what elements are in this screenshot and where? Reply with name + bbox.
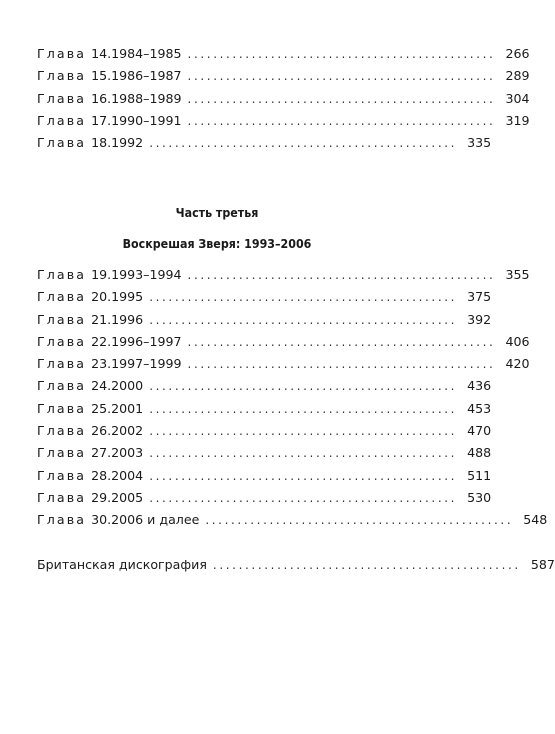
page-number: 587 <box>530 557 555 572</box>
toc-entry[interactable] <box>37 378 492 400</box>
toc-entry[interactable] <box>37 289 492 311</box>
chapter-number: 24. <box>91 378 112 394</box>
dot-leader: ................................................ <box>205 513 514 528</box>
page-number: 406 <box>505 333 530 349</box>
page-number: 530 <box>467 489 492 505</box>
chapter-prefix: Глава <box>37 356 87 372</box>
toc-entry[interactable] <box>37 445 492 467</box>
chapter-number: 22. <box>91 333 112 349</box>
dot-leader: ................................................ <box>187 334 496 349</box>
page-number: 289 <box>505 68 530 84</box>
chapter-prefix: Глава <box>37 289 87 305</box>
page-number: 548 <box>523 512 548 528</box>
toc-entry[interactable] <box>37 356 530 378</box>
chapter-prefix: Глава <box>37 333 87 349</box>
toc-block-part-three <box>37 267 548 535</box>
chapter-number: 19. <box>91 267 112 282</box>
toc-entry[interactable] <box>37 423 492 445</box>
dot-leader: ................................................ <box>187 357 496 372</box>
chapter-number: 21. <box>91 311 112 327</box>
chapter-prefix: Глава <box>37 512 87 528</box>
chapter-number: 29. <box>91 489 112 505</box>
toc-entry[interactable] <box>37 267 530 289</box>
chapter-prefix: Глава <box>37 90 87 106</box>
toc-entry[interactable] <box>37 512 548 534</box>
chapter-number: 17. <box>91 112 112 128</box>
dot-leader: ................................................ <box>149 290 458 305</box>
toc-entry[interactable] <box>37 333 530 356</box>
page-number: 470 <box>467 423 492 439</box>
entry-title: 1996–1997 <box>111 333 182 349</box>
toc-entry[interactable] <box>37 112 530 135</box>
entry-title: Британская дискография <box>37 557 207 572</box>
dot-leader: ................................................ <box>149 401 458 416</box>
chapter-number: 23. <box>91 356 112 372</box>
dot-leader: ................................................ <box>212 558 521 572</box>
entry-title: 1995 <box>111 289 144 305</box>
chapter-prefix: Глава <box>37 311 87 327</box>
chapter-prefix: Глава <box>37 423 87 439</box>
entry-title: 1992 <box>111 135 144 151</box>
chapter-number: 18. <box>91 135 112 151</box>
part-label: Часть третья <box>175 205 259 220</box>
page-number: 453 <box>467 400 492 416</box>
chapter-prefix: Глава <box>37 46 87 61</box>
entry-title: 1986–1987 <box>111 68 182 84</box>
chapter-number: 26. <box>91 423 112 439</box>
chapter-number: 30. <box>91 512 112 528</box>
chapter-number: 27. <box>91 445 112 461</box>
chapter-prefix: Глава <box>37 68 87 84</box>
chapter-number: 25. <box>91 400 112 416</box>
toc-entry[interactable] <box>37 400 492 423</box>
entry-title: 2000 <box>111 378 144 394</box>
page-number: 319 <box>505 112 530 128</box>
entry-title: 2003 <box>111 445 144 461</box>
toc-entry[interactable] <box>37 467 492 490</box>
chapter-prefix: Глава <box>37 489 87 505</box>
page-number: 304 <box>505 90 530 106</box>
toc-block-appendix <box>37 557 555 579</box>
dot-leader: ................................................ <box>149 446 458 461</box>
dot-leader: ................................................ <box>187 91 496 106</box>
page-number: 420 <box>505 356 530 372</box>
chapter-prefix: Глава <box>37 378 87 394</box>
entry-title: 1984–1985 <box>111 46 182 61</box>
dot-leader: ................................................ <box>149 424 458 439</box>
entry-title: 2005 <box>111 489 144 505</box>
toc-entry[interactable] <box>37 557 555 579</box>
chapter-prefix: Глава <box>37 267 87 282</box>
chapter-number: 15. <box>91 68 112 84</box>
dot-leader: ................................................ <box>149 312 458 327</box>
chapter-prefix: Глава <box>37 112 87 128</box>
entry-title: 1996 <box>111 311 144 327</box>
entry-title: 2004 <box>111 467 144 483</box>
dot-leader: ................................................ <box>149 136 458 151</box>
toc-entry[interactable] <box>37 46 530 68</box>
page-number: 488 <box>467 445 492 461</box>
chapter-number: 28. <box>91 467 112 483</box>
toc-entry[interactable] <box>37 135 492 157</box>
page-number: 355 <box>505 267 530 282</box>
entry-title: 2002 <box>111 423 144 439</box>
page-number: 511 <box>467 467 492 483</box>
dot-leader: ................................................ <box>187 113 496 128</box>
page-number: 436 <box>467 378 492 394</box>
dot-leader: ................................................ <box>149 468 458 483</box>
dot-leader: ................................................ <box>187 47 496 61</box>
page-number: 335 <box>467 135 492 151</box>
dot-leader: ................................................ <box>187 69 496 84</box>
chapter-prefix: Глава <box>37 445 87 461</box>
chapter-prefix: Глава <box>37 400 87 416</box>
chapter-prefix: Глава <box>37 467 87 483</box>
chapter-number: 14. <box>91 46 112 61</box>
toc-entry[interactable] <box>37 489 492 512</box>
dot-leader: ................................................ <box>149 379 458 394</box>
chapter-number: 16. <box>91 90 112 106</box>
chapter-prefix: Глава <box>37 135 87 151</box>
page-number: 266 <box>505 46 530 61</box>
dot-leader: ................................................ <box>149 490 458 505</box>
dot-leader: ................................................ <box>187 268 496 282</box>
toc-block-part-two-end <box>37 46 530 157</box>
page-number: 392 <box>467 311 492 327</box>
entry-title: 1997–1999 <box>111 356 182 372</box>
part-title: Воскрешая Зверя: 1993–2006 <box>122 236 312 251</box>
entry-title: 2001 <box>111 400 144 416</box>
toc-entry[interactable] <box>37 68 530 90</box>
toc-entry[interactable] <box>37 90 530 113</box>
entry-title: 2006 и далее <box>111 512 200 528</box>
entry-title: 1993–1994 <box>111 267 182 282</box>
entry-title: 1988–1989 <box>111 90 182 106</box>
entry-title: 1990–1991 <box>111 112 182 128</box>
toc-entry[interactable] <box>37 311 492 334</box>
chapter-number: 20. <box>91 289 112 305</box>
page-number: 375 <box>467 289 492 305</box>
